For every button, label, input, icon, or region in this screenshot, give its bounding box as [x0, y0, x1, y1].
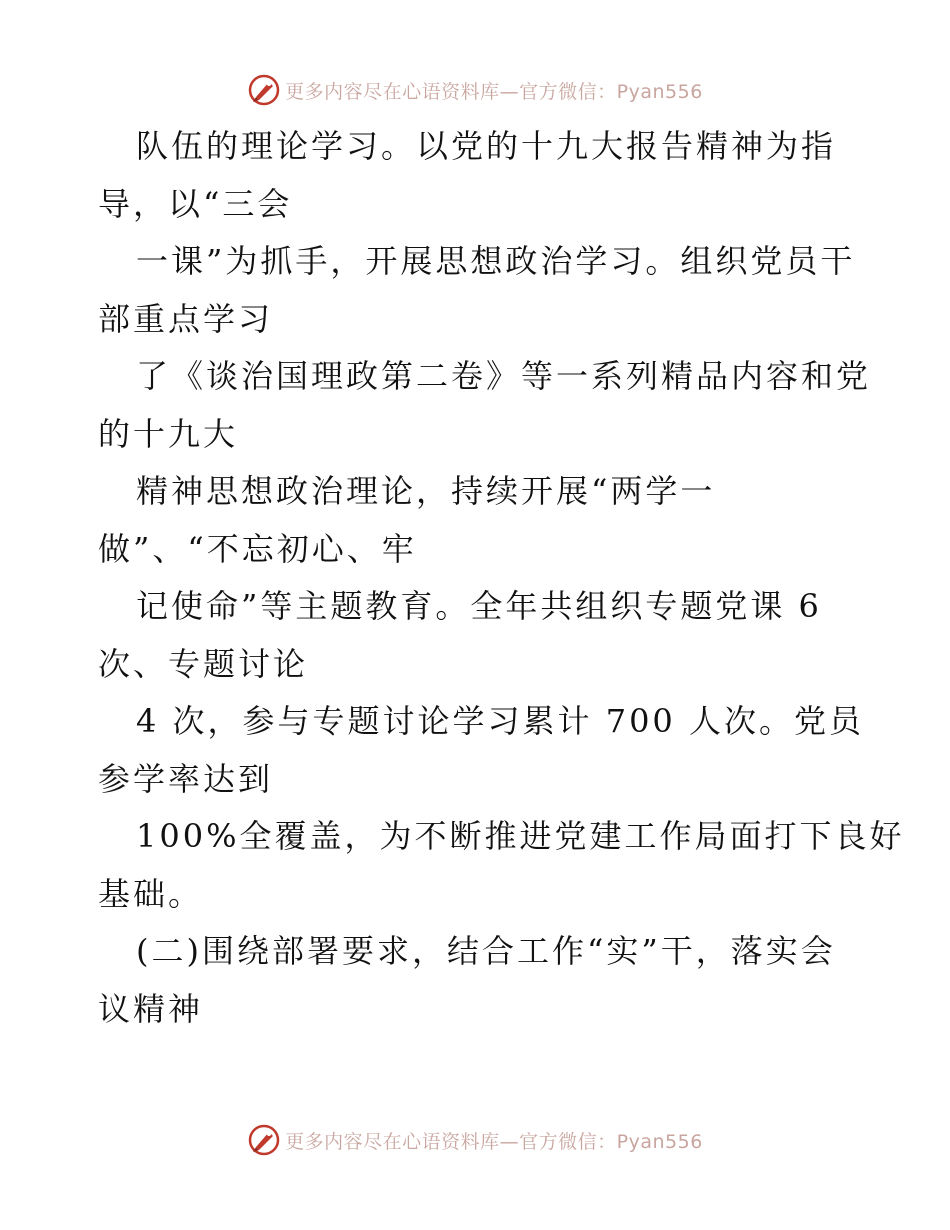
body-line: 部重点学习 — [98, 299, 274, 338]
header-banner-main: 更多内容尽在心语资料库 — [285, 80, 500, 103]
header-banner-separator: — — [499, 80, 520, 103]
body-line: (二)围绕部署要求，结合工作“实”干，落实会 — [136, 932, 836, 970]
body-line: 导，以“三会 — [98, 184, 293, 223]
body-line: 做”、“不忘初心、牢 — [98, 529, 417, 568]
document-body — [98, 118, 905, 1038]
header-banner-text — [285, 77, 703, 104]
body-line: 了《谈治国理政第二卷》等一系列精品内容和党 — [136, 357, 872, 395]
body-line: 一课”为抓手，开展思想政治学习。组织党员干 — [136, 242, 856, 280]
body-line: 队伍的理论学习。以党的十九大报告精神为指 — [136, 127, 837, 165]
body-line: 基础。 — [98, 874, 204, 913]
footer-banner — [0, 1120, 950, 1160]
pen-nib-logo-icon — [247, 73, 281, 107]
header-banner-wechat: 官方微信：Pyan556 — [519, 80, 703, 103]
footer-banner-main: 更多内容尽在心语资料库 — [285, 1130, 500, 1153]
body-line: 记使命”等主题教育。全年共组织专题党课 6 — [136, 587, 822, 625]
body-line: 精神思想政治理论，持续开展“两学一 — [136, 472, 716, 510]
body-line: 次、专题讨论 — [98, 644, 309, 683]
header-banner — [0, 70, 950, 110]
body-line: 参学率达到 — [98, 759, 274, 798]
body-line: 议精神 — [98, 989, 204, 1028]
footer-banner-separator: — — [499, 1130, 520, 1153]
body-line: 的十九大 — [98, 414, 239, 453]
body-line: 100%全覆盖，为不断推进党建工作局面打下良好 — [136, 817, 905, 855]
footer-banner-wechat: 官方微信：Pyan556 — [519, 1130, 703, 1153]
body-line: 4 次，参与专题讨论学习累计 700 人次。党员 — [136, 702, 864, 740]
footer-banner-text — [285, 1127, 703, 1154]
pen-nib-logo-icon — [247, 1123, 281, 1157]
